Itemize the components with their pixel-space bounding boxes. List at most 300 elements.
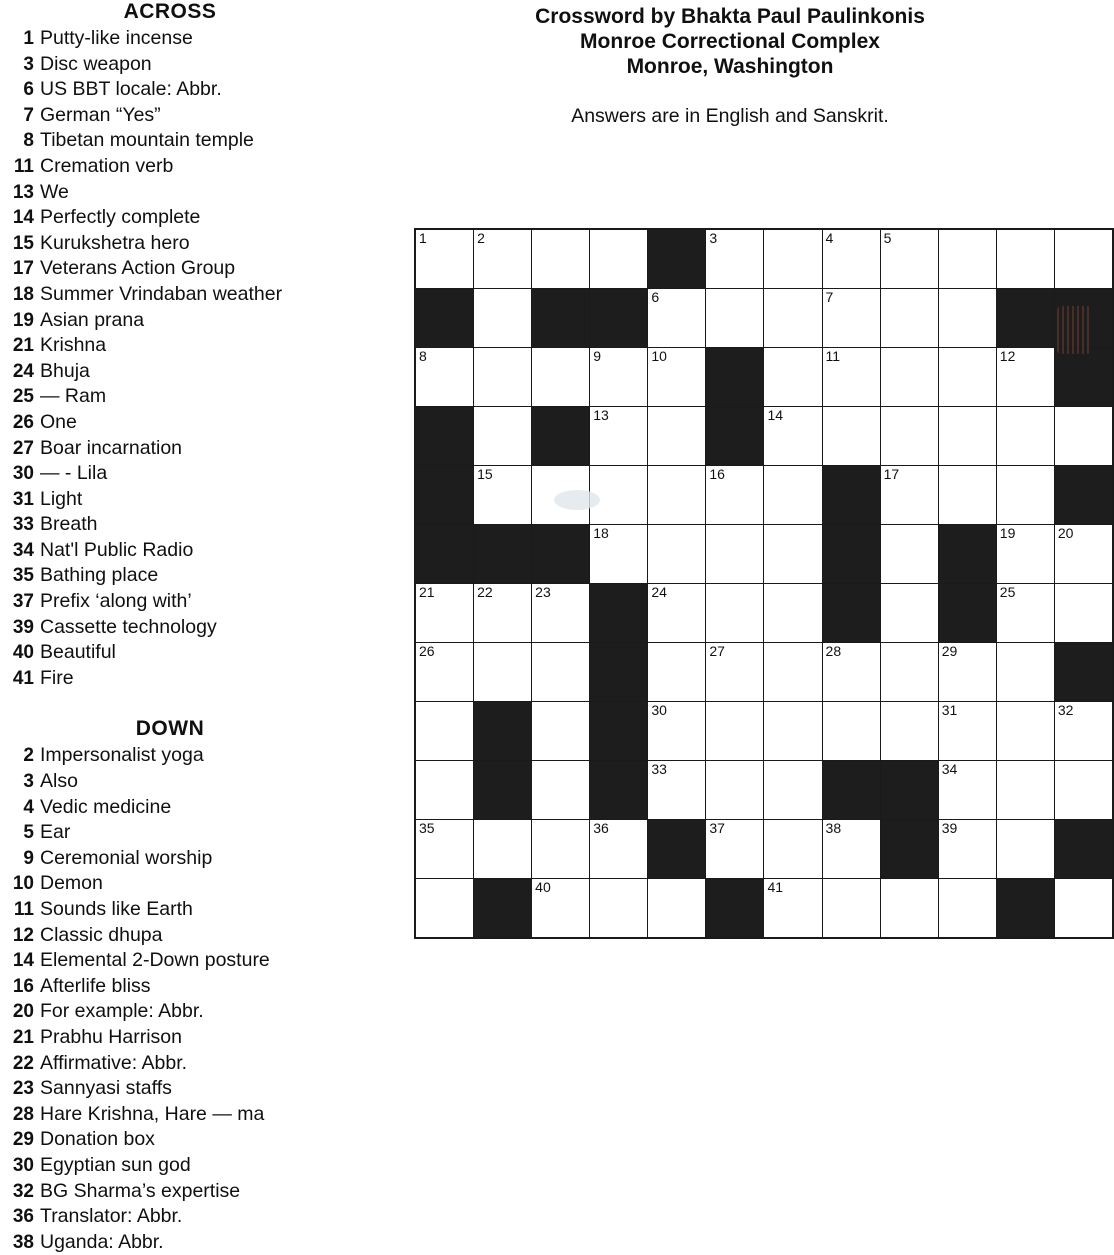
clue-number: 30: [12, 1154, 34, 1176]
clue-text: Veterans Action Group: [40, 257, 236, 280]
grid-cell[interactable]: [474, 466, 532, 525]
grid-cell-block: [532, 289, 590, 348]
grid-cell-number: 18: [593, 525, 609, 541]
grid-cell[interactable]: [764, 584, 822, 643]
clue-item: [0, 666, 330, 692]
grid-cell-block: [822, 466, 880, 525]
grid-cell[interactable]: [938, 407, 996, 466]
grid-cell[interactable]: [764, 702, 822, 761]
clue-number: 12: [12, 924, 34, 946]
grid-cell-number: 34: [941, 761, 958, 777]
grid-cell-number: 32: [1057, 702, 1074, 718]
clue-item: [0, 1051, 330, 1077]
grid-cell[interactable]: [1054, 879, 1113, 939]
grid-cell[interactable]: [938, 289, 996, 348]
grid-cell-number: 19: [999, 525, 1016, 541]
clue-text: Bathing place: [40, 564, 159, 587]
grid-cell[interactable]: [706, 702, 764, 761]
clue-number: 3: [23, 53, 34, 75]
grid-cell-block: [822, 525, 880, 584]
grid-cell[interactable]: [706, 584, 764, 643]
clue-number: 21: [12, 1026, 34, 1048]
grid-cell[interactable]: [822, 348, 880, 407]
clue-number: 8: [23, 130, 34, 152]
grid-cell[interactable]: [648, 348, 706, 407]
clue-item: [0, 436, 330, 462]
clue-text: Hare Krishna, Hare — ma: [40, 1102, 265, 1125]
clue-number: 11: [13, 155, 34, 177]
clue-number: 4: [23, 796, 34, 818]
clue-text: Boar incarnation: [40, 436, 183, 459]
grid-cell-number: 21: [419, 584, 435, 600]
grid-cell[interactable]: [648, 407, 706, 466]
grid-cell[interactable]: [415, 702, 474, 761]
grid-cell[interactable]: [1054, 761, 1113, 820]
title-location: Monroe, Washington: [626, 55, 834, 78]
clue-number: 24: [12, 360, 34, 382]
grid-cell[interactable]: [764, 761, 822, 820]
clue-text: Krishna: [40, 334, 107, 357]
clue-number: 37: [12, 591, 34, 613]
clue-text: We: [40, 180, 69, 203]
clue-text: Kurukshetra hero: [40, 231, 190, 254]
grid-cell-block: [648, 820, 706, 879]
grid-cell-number: 3: [709, 230, 718, 246]
clue-item: [0, 410, 330, 436]
clue-number: 34: [12, 539, 34, 561]
grid-cell[interactable]: [938, 820, 996, 879]
grid-cell[interactable]: [822, 879, 880, 939]
grid-cell[interactable]: [532, 348, 590, 407]
grid-cell[interactable]: [880, 407, 938, 466]
grid-cell[interactable]: [415, 229, 474, 289]
grid-cell-number: 25: [999, 584, 1016, 600]
grid-cell-block: [590, 584, 648, 643]
clue-item: [0, 26, 330, 52]
clue-number: 35: [12, 565, 34, 587]
clue-item: [0, 180, 330, 206]
grid-cell-block: [415, 525, 474, 584]
grid-cell[interactable]: [706, 229, 764, 289]
grid-cell-number: 33: [651, 761, 667, 777]
clue-item: [0, 308, 330, 334]
grid-cell[interactable]: [996, 702, 1054, 761]
grid-cell-number: 24: [651, 584, 667, 600]
clue-item: [0, 948, 330, 974]
clue-item: [0, 231, 330, 257]
grid-cell[interactable]: [764, 466, 822, 525]
grid-cell-block: [1054, 466, 1113, 525]
grid-cell[interactable]: [996, 761, 1054, 820]
grid-cell-block: [1054, 820, 1113, 879]
grid-cell[interactable]: [415, 348, 474, 407]
grid-cell-block: [996, 879, 1054, 939]
grid-cell[interactable]: [880, 584, 938, 643]
grid-cell-number: 26: [419, 643, 435, 659]
clue-item: [0, 282, 330, 308]
grid-cell-block: [590, 761, 648, 820]
grid-cell[interactable]: [648, 643, 706, 702]
grid-cell-number: 4: [825, 230, 834, 246]
grid-cell-number: 30: [651, 702, 667, 718]
grid-cell-number: 36: [593, 820, 609, 836]
clue-item: [0, 563, 330, 589]
grid-cell[interactable]: [996, 466, 1054, 525]
grid-cell[interactable]: [648, 879, 706, 939]
grid-cell-block: [1054, 289, 1113, 348]
grid-cell[interactable]: [764, 348, 822, 407]
clue-text: Sannyasi staffs: [40, 1077, 172, 1100]
grid-cell[interactable]: [938, 761, 996, 820]
clue-item: [0, 897, 330, 923]
grid-cell[interactable]: [648, 525, 706, 584]
grid-cell-number: 39: [941, 820, 958, 836]
grid-cell-number: 28: [825, 643, 842, 659]
clue-item: [0, 487, 330, 513]
grid-cell[interactable]: [532, 820, 590, 879]
grid-cell[interactable]: [1054, 525, 1113, 584]
grid-cell[interactable]: [880, 466, 938, 525]
grid-row: [415, 525, 1113, 584]
clue-number: 14: [12, 950, 34, 972]
clue-number: 25: [12, 386, 34, 408]
grid-cell[interactable]: [706, 525, 764, 584]
grid-cell[interactable]: [532, 879, 590, 939]
grid-cell[interactable]: [415, 820, 474, 879]
grid-row: [415, 407, 1113, 466]
grid-cell-number: 7: [825, 289, 834, 305]
clue-text: Also: [40, 770, 78, 793]
grid-cell[interactable]: [1054, 584, 1113, 643]
grid-cell[interactable]: [474, 584, 532, 643]
grid-cell[interactable]: [880, 525, 938, 584]
grid-cell[interactable]: [532, 702, 590, 761]
clue-item: [0, 795, 330, 821]
clue-text: Afterlife bliss: [40, 974, 151, 997]
clue-text: Disc weapon: [40, 52, 152, 75]
grid-cell[interactable]: [415, 643, 474, 702]
grid-cell-block: [706, 879, 764, 939]
clue-number: 26: [12, 411, 34, 433]
clue-item: [0, 77, 330, 103]
title-facility: Monroe Correctional Complex: [580, 30, 880, 53]
grid-cell[interactable]: [938, 643, 996, 702]
grid-cell[interactable]: [474, 348, 532, 407]
grid-cell[interactable]: [532, 229, 590, 289]
grid-cell[interactable]: [764, 643, 822, 702]
grid-cell-number: 31: [941, 702, 958, 718]
grid-cell[interactable]: [1054, 407, 1113, 466]
clue-text: Ceremonial worship: [40, 846, 213, 869]
clue-item: [0, 154, 330, 180]
clue-text: Classic dhupa: [40, 923, 163, 946]
clue-text: Demon: [40, 872, 103, 895]
clue-text: Putty-like incense: [40, 27, 193, 49]
grid-cell[interactable]: [822, 643, 880, 702]
grid-cell[interactable]: [474, 229, 532, 289]
clue-number: 13: [12, 181, 34, 203]
grid-cell[interactable]: [880, 229, 938, 289]
grid-cell[interactable]: [474, 407, 532, 466]
clue-text: Prefix ‘along with’: [40, 590, 192, 613]
clue-text: Cremation verb: [40, 154, 174, 177]
clue-number: 2: [23, 745, 34, 767]
clue-text: Asian prana: [40, 308, 145, 331]
clue-number: 31: [12, 488, 34, 510]
clue-number: 40: [12, 642, 34, 664]
grid-cell[interactable]: [764, 879, 822, 939]
clues-pane: [0, 0, 330, 1253]
grid-cell-block: [1054, 643, 1113, 702]
grid-cell[interactable]: [822, 407, 880, 466]
clue-number: 41: [12, 667, 34, 689]
clue-number: 6: [23, 79, 34, 101]
grid-cell-number: 14: [767, 407, 784, 423]
grid-cell[interactable]: [706, 466, 764, 525]
clue-number: 23: [12, 1078, 34, 1100]
grid-cell-number: 35: [419, 820, 435, 836]
puzzle-title-block: [430, 4, 1030, 128]
grid-cell[interactable]: [822, 820, 880, 879]
clue-number: 9: [23, 847, 34, 869]
clue-number: 29: [12, 1129, 34, 1151]
clue-text: Ear: [40, 821, 71, 844]
grid-cell[interactable]: [648, 584, 706, 643]
clue-text: German “Yes”: [40, 103, 161, 126]
grid-cell[interactable]: [706, 761, 764, 820]
clue-item: [0, 640, 330, 666]
grid-cell[interactable]: [648, 289, 706, 348]
clue-item: [0, 1102, 330, 1128]
grid-cell[interactable]: [590, 525, 648, 584]
clue-item: [0, 1230, 330, 1255]
title-author: Crossword by Bhakta Paul Paulinkonis: [535, 5, 925, 28]
grid-cell-block: [590, 289, 648, 348]
grid-cell[interactable]: [590, 879, 648, 939]
grid-cell-number: 1: [419, 230, 427, 246]
clue-text: Tibetan mountain temple: [40, 129, 254, 152]
clue-text: — - Lila: [40, 462, 108, 485]
grid-cell[interactable]: [822, 289, 880, 348]
grid-cell[interactable]: [764, 229, 822, 289]
clue-text: US BBT locale: Abbr.: [40, 78, 222, 101]
grid-cell[interactable]: [648, 761, 706, 820]
clue-item: [0, 1204, 330, 1230]
crossword-grid[interactable]: [414, 228, 1114, 939]
grid-cell[interactable]: [532, 643, 590, 702]
grid-cell[interactable]: [474, 289, 532, 348]
clue-number: 30: [12, 463, 34, 485]
clue-item: [0, 999, 330, 1025]
grid-cell-block: [590, 643, 648, 702]
grid-cell[interactable]: [938, 348, 996, 407]
clue-number: 1: [23, 28, 34, 49]
clue-text: Breath: [40, 513, 98, 536]
clue-item: [0, 359, 330, 385]
grid-cell[interactable]: [880, 702, 938, 761]
grid-cell[interactable]: [764, 289, 822, 348]
clue-item: [0, 769, 330, 795]
grid-row: [415, 702, 1113, 761]
grid-cell[interactable]: [938, 466, 996, 525]
grid-cell[interactable]: [880, 879, 938, 939]
grid-cell[interactable]: [532, 584, 590, 643]
grid-cell[interactable]: [415, 584, 474, 643]
clue-number: 19: [12, 309, 34, 331]
clue-number: 3: [23, 771, 34, 793]
clue-number: 20: [12, 1001, 34, 1023]
grid-cell[interactable]: [590, 466, 648, 525]
grid-cell[interactable]: [532, 466, 590, 525]
clue-text: Sounds like Earth: [40, 898, 193, 920]
grid-cell-number: 20: [1057, 525, 1074, 541]
grid-row: [415, 466, 1113, 525]
clue-item: [0, 1025, 330, 1051]
clue-item: [0, 589, 330, 615]
grid-cell[interactable]: [938, 229, 996, 289]
grid-cell-number: 29: [941, 643, 958, 659]
grid-cell-block: [415, 289, 474, 348]
grid-cell[interactable]: [590, 820, 648, 879]
grid-cell[interactable]: [706, 289, 764, 348]
grid-cell[interactable]: [764, 820, 822, 879]
grid-cell[interactable]: [590, 229, 648, 289]
grid-cell[interactable]: [764, 525, 822, 584]
clue-number: 15: [12, 232, 34, 254]
clue-item: [0, 461, 330, 487]
grid-cell-number: 17: [883, 466, 900, 482]
clue-text: Fire: [40, 666, 74, 689]
grid-cell[interactable]: [415, 879, 474, 939]
clue-text: Uganda: Abbr.: [40, 1230, 164, 1253]
clue-item: [0, 1127, 330, 1153]
clue-text: Perfectly complete: [40, 206, 201, 229]
grid-cell[interactable]: [880, 643, 938, 702]
clue-number: 10: [12, 873, 34, 895]
grid-cell[interactable]: [706, 643, 764, 702]
grid-cell[interactable]: [938, 879, 996, 939]
clue-item: [0, 103, 330, 129]
clue-item: [0, 333, 330, 359]
clue-text: Bhuja: [40, 359, 90, 382]
grid-cell-number: 15: [477, 466, 493, 482]
grid-cell-block: [648, 229, 706, 289]
grid-row: [415, 761, 1113, 820]
grid-cell[interactable]: [706, 820, 764, 879]
grid-cell[interactable]: [764, 407, 822, 466]
grid-cell-number: 41: [767, 879, 784, 895]
grid-cell-number: 10: [651, 348, 667, 364]
clue-item: [0, 974, 330, 1000]
clue-text: Impersonalist yoga: [40, 744, 204, 767]
clue-item: [0, 923, 330, 949]
grid-cell[interactable]: [590, 348, 648, 407]
clue-text: Affirmative: Abbr.: [40, 1051, 188, 1074]
grid-cell[interactable]: [648, 702, 706, 761]
grid-cell[interactable]: [996, 348, 1054, 407]
clue-number: 38: [12, 1231, 34, 1253]
grid-cell-block: [706, 407, 764, 466]
grid-cell[interactable]: [532, 761, 590, 820]
grid-cell-block: [706, 348, 764, 407]
clue-text: Egyptian sun god: [40, 1153, 191, 1176]
grid-cell-block: [415, 466, 474, 525]
grid-cell[interactable]: [590, 407, 648, 466]
grid-cell[interactable]: [822, 229, 880, 289]
grid-cell-number: 2: [477, 230, 485, 246]
grid-cell[interactable]: [996, 584, 1054, 643]
grid-cell-block: [415, 407, 474, 466]
grid-cell[interactable]: [996, 229, 1054, 289]
clue-number: 32: [12, 1180, 34, 1202]
grid-cell-number: 5: [883, 230, 892, 246]
grid-cell-number: 6: [651, 289, 660, 305]
grid-cell[interactable]: [938, 702, 996, 761]
grid-row: [415, 348, 1113, 407]
grid-row: [415, 289, 1113, 348]
grid-row: [415, 879, 1113, 939]
clue-item: [0, 820, 330, 846]
clue-number: 21: [12, 335, 34, 357]
grid-cell-number: 23: [535, 584, 551, 600]
grid-cell-number: 37: [709, 820, 725, 836]
clue-text: Prabhu Harrison: [40, 1025, 182, 1048]
clue-text: Vedic medicine: [40, 795, 172, 818]
clue-item: [0, 538, 330, 564]
grid-cell[interactable]: [996, 820, 1054, 879]
down-clue-list: [0, 743, 330, 1255]
grid-cell-number: 11: [825, 348, 841, 364]
grid-cell-block: [532, 525, 590, 584]
grid-cell[interactable]: [880, 348, 938, 407]
clue-item: [0, 615, 330, 641]
grid-cell[interactable]: [648, 466, 706, 525]
grid-cell[interactable]: [996, 525, 1054, 584]
clue-item: [0, 1179, 330, 1205]
grid-cell[interactable]: [474, 820, 532, 879]
clue-number: 14: [12, 207, 34, 229]
grid-cell-number: 38: [825, 820, 842, 836]
clue-number: 27: [12, 437, 34, 459]
grid-cell[interactable]: [996, 643, 1054, 702]
grid-row: [415, 820, 1113, 879]
clue-text: Cassette technology: [40, 615, 217, 638]
title-note: Answers are in English and Sanskrit.: [571, 105, 889, 127]
grid-cell[interactable]: [1054, 229, 1113, 289]
crossword-table[interactable]: [414, 228, 1114, 939]
grid-cell-block: [1054, 348, 1113, 407]
across-clue-list: [0, 26, 330, 691]
grid-cell[interactable]: [1054, 702, 1113, 761]
grid-cell-block: [822, 584, 880, 643]
grid-row: [415, 229, 1113, 289]
grid-cell-block: [880, 820, 938, 879]
grid-cell[interactable]: [415, 761, 474, 820]
clue-number: 28: [12, 1103, 34, 1125]
grid-cell[interactable]: [880, 289, 938, 348]
clue-item: [0, 743, 330, 769]
clue-number: 18: [12, 283, 34, 305]
grid-cell-block: [474, 761, 532, 820]
grid-cell[interactable]: [474, 643, 532, 702]
grid-cell-block: [532, 407, 590, 466]
grid-cell[interactable]: [822, 702, 880, 761]
across-heading: ACROSS: [123, 0, 217, 23]
grid-cell[interactable]: [996, 407, 1054, 466]
grid-row: [415, 643, 1113, 702]
clue-number: 36: [12, 1206, 34, 1228]
grid-cell-number: 9: [593, 348, 602, 364]
